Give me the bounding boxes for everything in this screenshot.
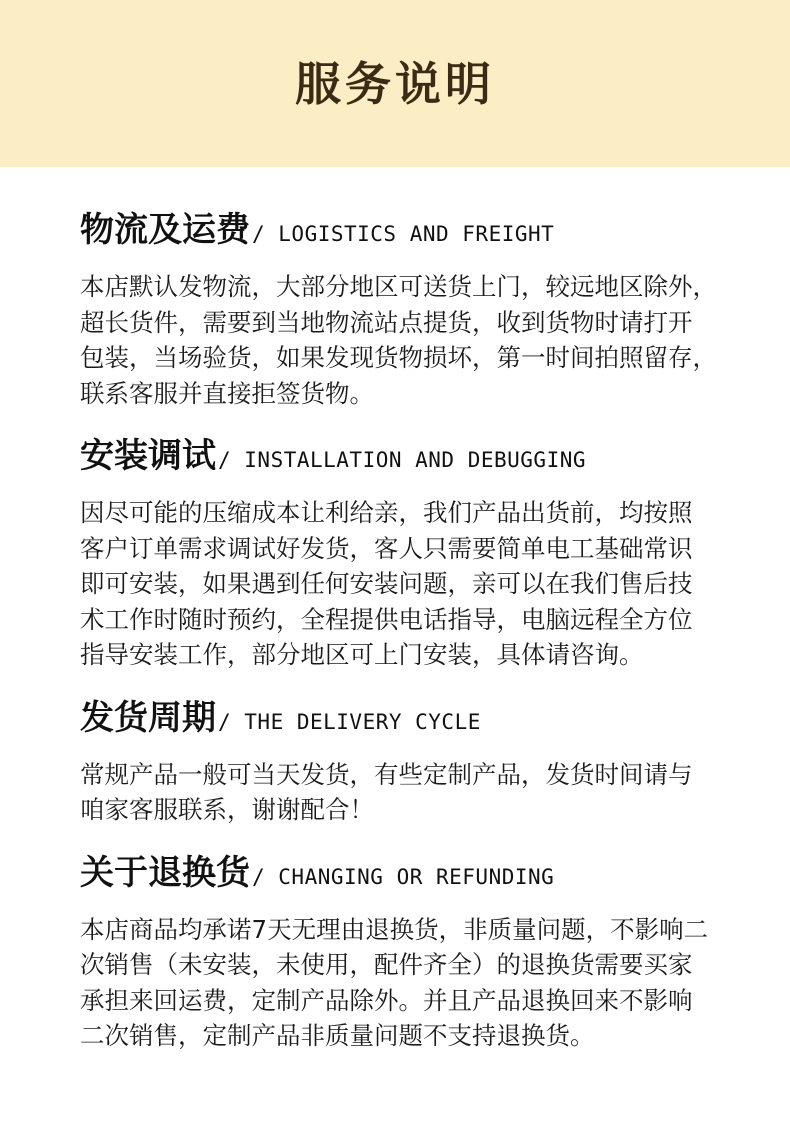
section-heading [80,207,710,253]
section-logistics [80,207,717,411]
body-line: 本店商品均承诺7天无理由退换货，非质量问题，不影响二 [80,914,709,944]
body-line: 因尽可能的压缩成本让利给亲，我们产品出货前，均按照 [80,498,693,527]
section-title-cn: 关于退换货 [80,852,250,893]
body-line: 本店默认发物流，大部分地区可送货上门，较远地区除外， [80,272,717,301]
body-line: 术工作时随时预约，全程提供电话指导，电脑远程全方位 [80,604,693,634]
section-body [80,495,710,673]
content-area [0,167,790,1054]
section-title-cn: 安装调试 [80,436,216,476]
body-line: 咱家客服联系，谢谢配合！ [80,795,374,824]
section-title-en: / INSTALLATION AND DEBUGGING [218,448,587,472]
section-body [80,757,710,828]
section-installation [80,433,710,673]
section-title-en: / CHANGING OR REFUNDING [252,864,555,889]
body-line: 二次销售，定制产品非质量问题不支持退换货。 [80,1021,595,1050]
body-line: 次销售（未安装，未使用，配件齐全）的退换货需要买家 [80,950,693,979]
body-line: 指导安装工作，部分地区可上门安装，具体请咨询。 [80,640,644,669]
section-body [80,912,710,1054]
section-heading [80,850,710,896]
section-title-cn: 发货周期 [80,697,216,738]
body-line: 联系客服并直接拒签货物。 [80,378,374,408]
section-heading [80,695,710,741]
page-title: 服务说明 [295,56,495,111]
body-line: 即可安装，如果遇到任何安装问题，亲可以在我们售后技 [80,569,693,598]
body-line: 超长货件，需要到当地物流站点提货，收到货物时请打开 [80,307,693,337]
header-banner [0,0,790,167]
section-title-cn: 物流及运费 [80,210,250,250]
body-line: 包装，当场验货，如果发现货物损坏，第一时间拍照留存， [80,343,717,372]
section-heading [80,433,710,479]
section-returns [80,850,710,1054]
section-title-en: / LOGISTICS AND FREIGHT [252,222,555,246]
section-title-en: / THE DELIVERY CYCLE [218,709,481,734]
section-delivery [80,695,710,828]
section-body [80,269,717,411]
body-line: 承担来回运费，定制产品除外。并且产品退换回来不影响 [80,985,693,1015]
body-line: 常规产品一般可当天发货，有些定制产品，发货时间请与 [80,759,693,789]
body-line: 客户订单需求调试好发货，客人只需要简单电工基础常识 [80,533,693,563]
